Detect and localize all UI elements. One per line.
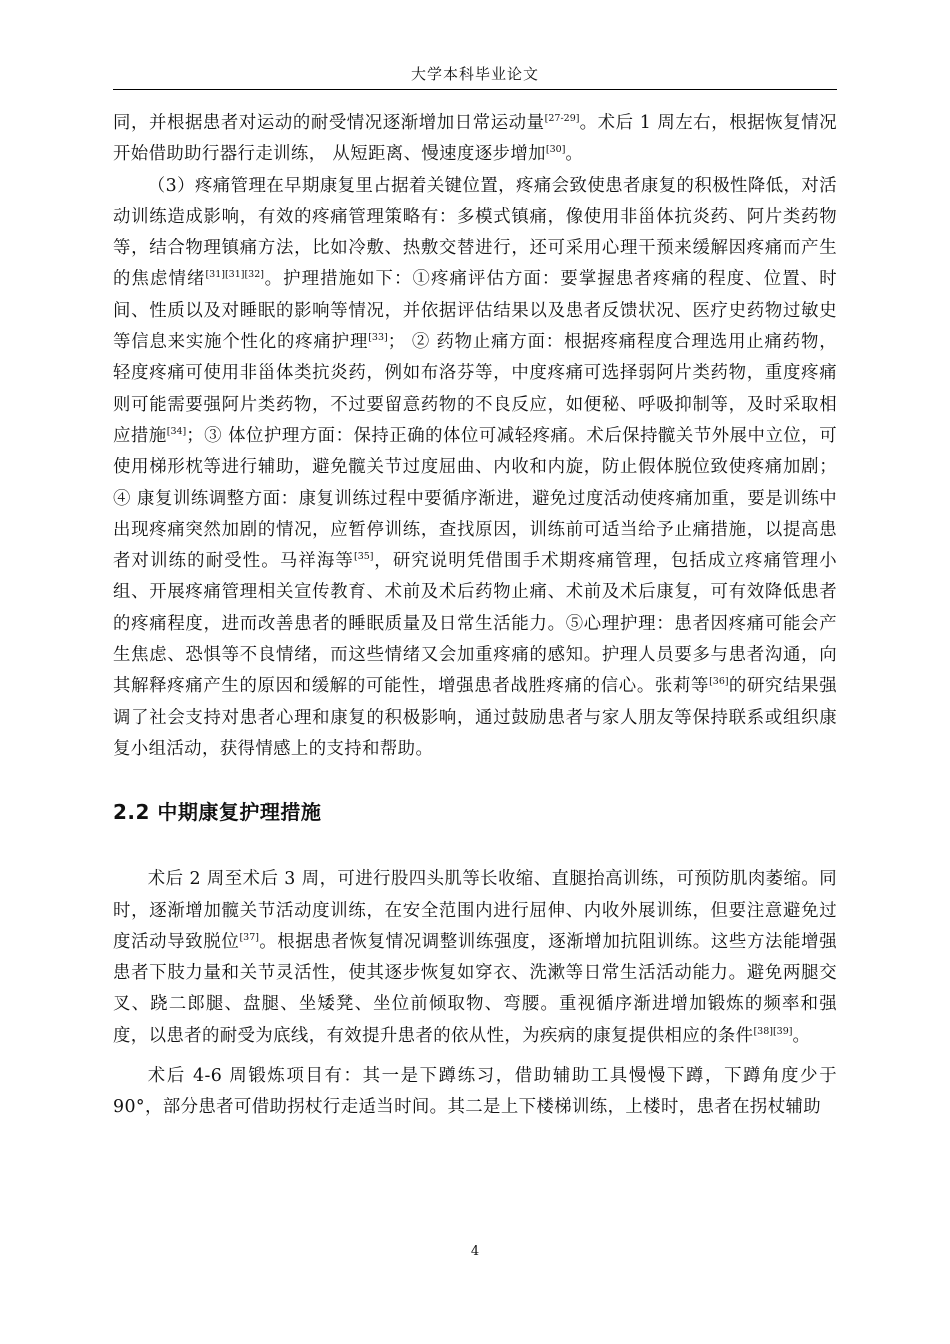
citation-ref: [36] (709, 676, 729, 688)
citation-ref: [31][31][32] (205, 269, 264, 281)
paragraph-pain-management (113, 171, 837, 766)
citation-ref: [27-29] (544, 113, 580, 124)
paragraph-text: 的研究结果强调了社会支持对患者心理和康复的积极影响，通过鼓励患者与家人朋友等保持联系或组织康复小组活动，获得情感上的支持和帮助。 (113, 676, 837, 759)
paragraph-text: 。护理措施如下：①疼痛评估方面：要掌握患者疼痛的程度、位置、时间、性质以及对睡眠的影响等情况，并依据评估结果以及患者反馈状况、医疗史药物过敏史等信息来实施个性化的疼痛护理 (113, 269, 837, 353)
citation-ref: [37] (239, 931, 259, 943)
paragraph-text: ； ② 药物止痛方面：根据疼痛程度合理选用止痛药物，轻度疼痛可使用非甾体类抗炎药，例如布洛芬等，中度疼痛可选择弱阿片类药物，重度疼痛则可能需要强阿片类药物，不过要留意药物的不良反应，如便秘、呼吸抑制等，及时采取相应措施 (113, 332, 837, 446)
paragraph-text: （3）疼痛管理在早期康复里占据着关键位置，疼痛会致使患者康复的积极性降低，对活动训练造成影响，有效的疼痛管理策略有：多模式镇痛，像使用非甾体抗炎药、阿片类药物等，结合物理镇痛方法，比如冷敷、热敷交替进行，还可采用心理干预来缓解因疼痛而产生的焦虑情绪 (113, 175, 837, 290)
paragraph-continuation (113, 108, 837, 171)
page-number: 4 (470, 1244, 480, 1259)
document-body (113, 108, 837, 1124)
section-heading: 2.2 中期康复护理措施 (113, 800, 322, 825)
paragraph-mid-rehab (113, 864, 837, 1052)
paragraph-text: 。 (792, 1025, 811, 1046)
paragraph-text: 。 (565, 144, 584, 165)
paragraph-text: 术后 2 周至术后 3 周，可进行股四头肌等长收缩、直腿抬高训练，可预防肌肉萎缩。同时，逐渐增加髋关节活动度训练，在安全范围内进行屈伸、内收外展训练，但要注意避免过度活动导致脱位 (113, 869, 837, 952)
citation-ref: [35] (354, 551, 374, 563)
paragraph-text: 同，并根据患者对运动的耐受情况逐渐增加日常运动量 (113, 113, 545, 133)
paragraph-text: ，研究说明凭借围手术期疼痛管理，包括成立疼痛管理小组、开展疼痛管理相关宣传教育、术前及术后药物止痛、术前及术后康复，可有效降低患者的疼痛程度，进而改善患者的睡眠质量及日常生活能力。⑤心理护理：患者因疼痛可能会产生焦虑、恐惧等不良情绪，而这些情绪又会加重疼痛的感知。护理人员要多与患者沟通，向其解释疼痛产生的原因和缓解的可能性，增强患者战胜疼痛的信心。张莉等 (113, 551, 837, 697)
paragraph-text: 。根据患者恢复情况调整训练强度，逐渐增加抗阻训练。这些方法能增强患者下肢力量和关节灵活性，使其逐步恢复如穿衣、洗漱等日常生活活动能力。避免两腿交叉、跷二郎腿、盘腿、坐矮凳、坐位前倾取物、弯腰。重视循序渐进增加锻炼的频率和强度，以患者的耐受为底线，有效提升患者的依从性，为疾病的康复提供相应的条件 (113, 931, 837, 1046)
page-header-title: 大学本科毕业论文 (410, 65, 539, 83)
citation-ref: [38][39] (753, 1025, 793, 1037)
citation-ref: [34] (166, 425, 187, 437)
header-divider (113, 89, 837, 90)
paragraph-text: ；③ 体位护理方面：保持正确的体位可减轻疼痛。术后保持髋关节外展中立位，可使用梯形枕等进行辅助，避免髋关节过度屈曲、内收和内旋，防止假体脱位致使疼痛加剧；④ 康复训练调整方面：康复训练过程中要循序渐进，避免过度活动使疼痛加重，要是训练中出现疼痛突然加剧的情况，应暂停训练，查找原因，训练前可适当给予止痛措施，以提高患者对训练的耐受性。马祥海等 (113, 425, 837, 572)
paragraph-text: 。术后 1 周左右，根据恢复情况开始借助助行器行走训练， 从短距离、慢速度逐步增加 (113, 113, 837, 165)
paragraph-week-4-6 (113, 1061, 837, 1124)
citation-ref: [30] (545, 144, 566, 156)
paragraph-text: 术后 4-6 周锻炼项目有：其一是下蹲练习，借助辅助工具慢慢下蹲，下蹲角度少于 90°，部分患者可借助拐杖行走适当时间。其二是上下楼梯训练，上楼时，患者在拐杖辅助 (113, 1066, 837, 1118)
citation-ref: [33] (368, 332, 388, 344)
